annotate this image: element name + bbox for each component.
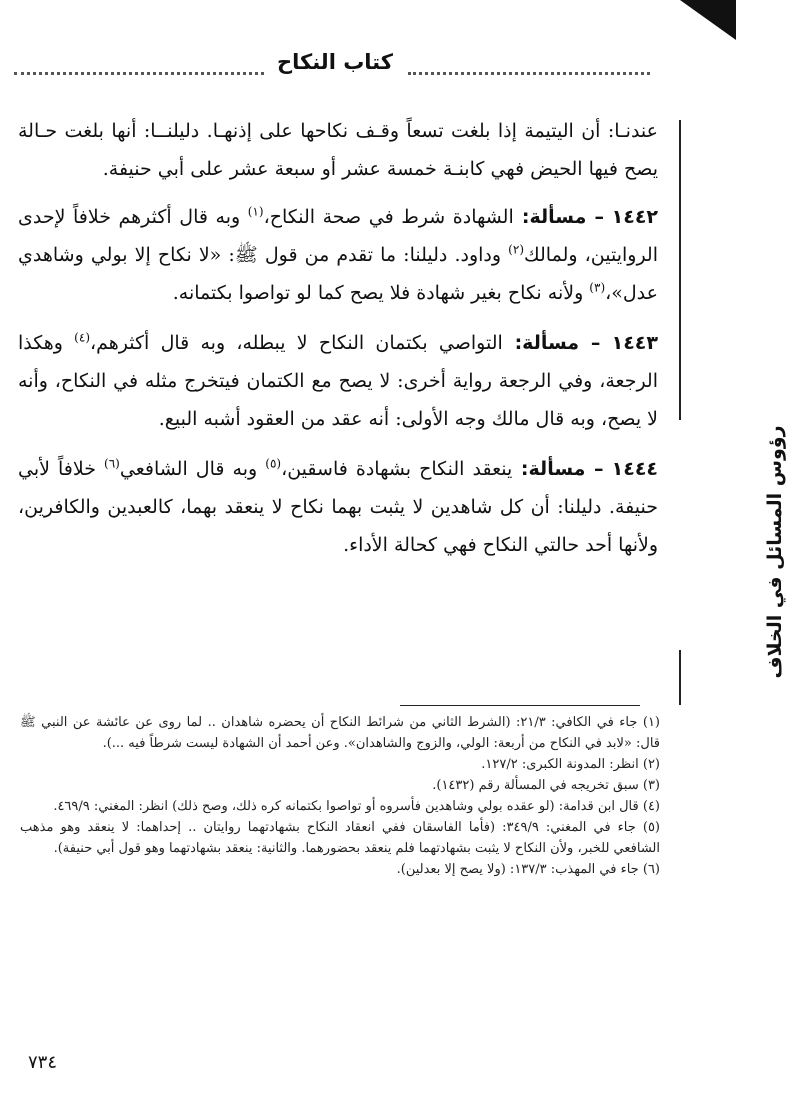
footnote-number: (١): [642, 715, 660, 730]
issue-text: الشهادة شرط في صحة النكاح،: [263, 206, 514, 228]
footnote-text: سبق تخريجه في المسألة رقم (١٤٣٢).: [432, 778, 639, 793]
footnote-text: جاء في المغني: ٣٤٩/٩: (فأما الفاسقان ففي انعقاد النكاح بشهادتهما روايتان .. إحداهما: لا ينعقد وهو مذهب الشافعي للخبر، ولأن النكاح لا يثبت بشهادتهما فلم ينعقد بحضورهما. والثانية: ينعقد بشهادتهما وهو قول أبي حنيفة).: [20, 820, 660, 856]
issue-text: خلافاً لأبي حنيفة. دليلنا: أن كل شاهدين لا يثبت بهما نكاح لا ينعقد بهما، كالعبدين والكافرين، ولأنها أحد حالتي النكاح فهي كحالة الأداء.: [18, 458, 658, 556]
intro-paragraph: عندنـا: أن اليتيمة إذا بلغت تسعاً وقـف نكاحها على إذنهـا. دليلنــا: أنها بلغت حـالة يصح فيها الحيض فهي كابنـة خمسة عشر أو سبعة عشر على أبي حنيفة.: [18, 120, 658, 180]
issue-label: مسألة: [528, 458, 586, 480]
footnote-separator: [400, 705, 640, 706]
footnote-item: [20, 796, 660, 817]
footnotes: [20, 712, 660, 880]
issue-number: ١٤٤٤: [611, 458, 659, 480]
margin-rule-bottom: [679, 650, 681, 705]
corner-triangle-mark: [680, 0, 736, 40]
issue-text: وداود. دليلنا: ما تقدم من قول ﷺ: «لا نكاح إلا بولي وشاهدي عدل»،: [18, 244, 658, 304]
issue-text: التواصي بكتمان النكاح لا يبطله، وبه قال أكثرهم،: [90, 332, 503, 354]
running-header-title: كتاب النكاح: [277, 50, 393, 74]
footnote-ref[interactable]: (١): [247, 204, 264, 219]
footnote-item: [20, 712, 660, 754]
footnote-number: (٢): [642, 757, 660, 772]
issue-1442: ١٤٤٢ – مسألة: الشهادة شرط في صحة النكاح،$^{(١)}$ وبه قال أكثرهم خلافاً لإحدى الروايتين، ولمالك$^{(٢)}$ وداود. دليلنا: ما تقدم من قول ﷺ: «لا نكاح إلا بولي وشاهدي عدل»،$^{(٣)}$ ولأنه نكاح بغير شهادة فلا يصح كما لو تواصوا بكتمانه.: [18, 204, 659, 304]
issue-number: ١٤٤٣: [611, 332, 658, 354]
footnote-ref[interactable]: (٤): [74, 330, 90, 345]
header-rule-left: [14, 72, 264, 75]
issue-text: وبه قال الشافعي: [119, 458, 266, 480]
footnote-number: (٤): [642, 799, 660, 814]
margin-rule-top: [679, 120, 681, 420]
page-number: ٧٣٤: [28, 1052, 58, 1073]
footnote-text: جاء في المهذب: ١٣٧/٣: (ولا يصح إلا بعدلين).: [396, 862, 639, 877]
issue-number: ١٤٤٢: [611, 206, 659, 228]
issue-label: مسألة: [522, 332, 580, 354]
footnote-number: (٣): [642, 778, 660, 793]
footnote-text: جاء في الكافي: ٢١/٣: (الشرط الثاني من شرائط النكاح أن يحضره شاهدان .. لما روى عن عائشة عن النبي ﷺ قال: «لابد في النكاح من أربعة: الولي، والزوج والشاهدان». وعن أحمد أن الشهادة ليست شرطاً فيه ...).: [20, 715, 660, 751]
issue-label: مسألة: [529, 206, 587, 228]
side-running-title: رؤوس المسائل في الخلاف: [764, 425, 786, 679]
footnote-item: [20, 817, 660, 859]
issue-text: وهكذا الرجعة، وفي الرجعة رواية أخرى: لا يصح مع الكتمان فيتخرج مثله في النكاح، وأنه لا يصح، وبه قال مالك وجه الأولى: أنه عقد من العقود أشبه البيع.: [18, 332, 659, 430]
footnote-ref[interactable]: (٢): [508, 242, 524, 257]
footnote-ref[interactable]: (٥): [265, 456, 282, 471]
footnote-number: (٦): [642, 862, 660, 877]
footnote-ref[interactable]: (٣): [589, 280, 606, 295]
main-body: [18, 112, 658, 576]
issue-1443: ١٤٤٣ – مسألة: التواصي بكتمان النكاح لا يبطله، وبه قال أكثرهم،$^{(٤)}$ وهكذا الرجعة، وفي الرجعة رواية أخرى: لا يصح مع الكتمان فيتخرج مثله في النكاح، وأنه لا يصح، وبه قال مالك وجه الأولى: أنه عقد من العقود أشبه البيع.: [18, 330, 659, 430]
footnote-ref[interactable]: (٦): [104, 456, 120, 471]
footnote-item: [20, 859, 660, 880]
issue-1444: ١٤٤٤ – مسألة: ينعقد النكاح بشهادة فاسقين،$^{(٥)}$ وبه قال الشافعي$^{(٦)}$ خلافاً لأبي حنيفة. دليلنا: أن كل شاهدين لا يثبت بهما نكاح لا ينعقد بهما، كالعبدين والكافرين، ولأنها أحد حالتي النكاح فهي كحالة الأداء.: [18, 456, 659, 556]
footnote-number: (٥): [642, 820, 660, 835]
issue-text: ولأنه نكاح بغير شهادة فلا يصح كما لو تواصوا بكتمانه.: [172, 282, 590, 304]
footnote-text: انظر: المدونة الكبرى: ١٢٧/٢.: [481, 757, 639, 772]
issue-text: وبه قال أكثرهم خلافاً لإحدى الروايتين، ولمالك: [18, 206, 658, 266]
footnote-text: قال ابن قدامة: (لو عقده بولي وشاهدين فأسروه أو تواصوا بكتمانه كره ذلك، وصح ذلك) انظر: المغني: ٤٦٩/٩.: [53, 799, 639, 814]
footnote-item: [20, 775, 660, 796]
footnote-item: [20, 754, 660, 775]
issue-text: ينعقد النكاح بشهادة فاسقين،: [281, 458, 513, 480]
header-rule-right: [408, 72, 650, 75]
